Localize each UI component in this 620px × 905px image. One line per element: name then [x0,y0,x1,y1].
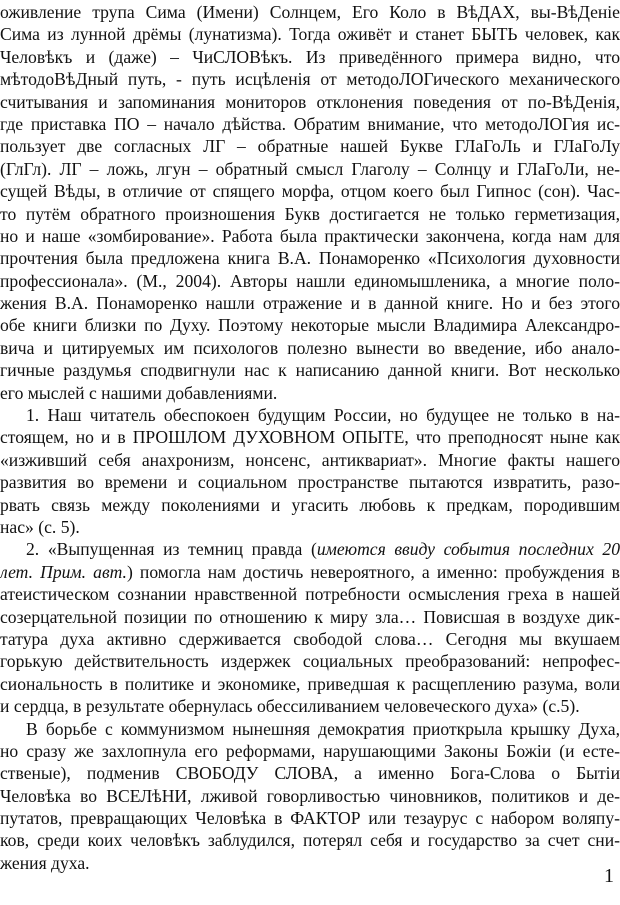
text-line: обе книги близки по Духу. Поэтому некоторые мысли Владимира Александро- [0,315,620,336]
text-line: сиональность в политике и экономике, приведшая к расщеплению разума, воли [0,673,620,694]
text-line: нас» (с. 5). [0,516,80,537]
text-line: татура духа активно сдерживается свободой слова… Сегодня мы вкушаем [0,628,620,649]
body-text [0,1,620,874]
text-line: но и наше «зомбирование». Работа была практически закончена, когда нам для [0,225,620,246]
text-line: атеистическом сознании нравственной потребности осмысления греха в нашей [0,584,620,605]
text-line: В борьбе с коммунизмом нынешняя демократия приоткрыла крышку Духа, [26,718,620,739]
paragraph-2 [0,404,620,538]
author-note: имеются ввиду события последних 20 [316,539,620,560]
text-line: где приставка ПО – начало дѣйства. Обратим внимание, что методоЛОГия ис- [0,113,620,134]
paragraph-4 [0,718,620,875]
text-line: «изживший себя анахронизм, нонсенс, антиквариат». Многие факты нашего [0,449,620,470]
text-line: рвать связь между поколениями и угасить любовь к предкам, породившим [0,494,620,515]
text-line: путатов, превращающих Человѣка в ФАКТОР или тезаурус с набором воляпу- [0,808,620,829]
text-line: ков, среди коих человѣкъ заблудился, потерял себя и государство за счет сни- [0,830,620,851]
text-line: развития во времени и социальном пространстве пытаются извратить, разо- [0,472,620,493]
text-line: но сразу же захлопнула его реформами, нарушающими Законы Божіи (и есте- [0,740,620,761]
quote-text: 2. «Выпущенная из темниц правда ( [26,539,317,560]
text-line: и сердца, в результате обернулась обессиливанием человеческого духа» (с.5). [0,696,580,717]
text-line: созерцательной позиции по отношению к миру зла… Повисшая в воздухе дик- [0,606,620,627]
author-note: лет. Прим. авт. [0,561,127,582]
text-line: считывания и запоминания мониторов отклонения поведения от по-ВѣДенія, [0,91,620,112]
page-number: 1 [604,865,614,887]
text-line: жения В.А. Понаморенко нашли отражение и в данной книге. Но и без этого [0,293,620,314]
text-line: Человѣка во ВСЕЛѣНИ, лживой говорливостью чиновников, политиков и де- [0,785,620,806]
text-line: Человѣкъ и (даже) – ЧиСЛОВѣкъ. Из приведённого примера видно, что [0,46,620,67]
text-line [0,538,620,560]
text-line: пользует две согласных ЛГ – обратные нашей Букве ГЛаГоЛь и ГЛаГоЛу [0,136,620,157]
text-line: прочтения была предложена книга В.А. Понаморенко «Психология духовности [0,248,620,269]
text-line: стоящем, но и в ПРОШЛОМ ДУХОВНОМ ОПЫТЕ, что преподносят ныне как [0,427,620,448]
text-line: 1. Наш читатель обеспокоен будущим России, но будущее не только в на- [26,405,620,426]
paragraph-3 [0,538,620,717]
text-line: (ГлГл). ЛГ – ложь, лгун – обратный смысл Глаголу – Солнцу и ГЛаГоЛи, не- [0,158,620,179]
text-line: горькую действительность издержек социальных преобразований: непрофес- [0,651,620,672]
text-line: ственые), подменив СВОБОДУ СЛОВА, а именно Бога-Слова о Бытіи [0,763,620,784]
text-line: то путём обратного произношения Букв достигается не только герметизация, [0,203,620,224]
text-line: оживление трупа Сима (Имени) Солнцем, Его Коло в ВѣДАХ, вы-ВѣДеніе [0,2,620,22]
text-line: гичные раздумья сподвигнули нас к написанию данной книги. Вот несколько [0,360,620,381]
quote-text: ) помогла нам достичь невероятного, а именно: пробуждения в [126,561,620,582]
text-line: вича и цитируемых им психологов полезно вынести во введение, ибо анало- [0,337,620,358]
text-line [0,561,620,583]
text-line: жения духа. [0,852,90,873]
text-line: мѣтодоВѣДный путь, - путь исцѣленія от методоЛОГического механического [0,69,620,90]
text-line: профессионала». (М., 2004). Авторы нашли единомышленика, а многие поло- [0,270,620,291]
text-line: сущей Вѣды, в отличие от спящего морфа, отцом коего был Гипнос (сон). Час- [0,181,620,202]
paragraph-1 [0,1,620,404]
text-line: его мыслей с нашими добавлениями. [0,382,278,403]
text-line: Сима из лунной дрёмы (лунатизма). Тогда оживёт и станет БЫТЬ человек, как [0,24,620,45]
